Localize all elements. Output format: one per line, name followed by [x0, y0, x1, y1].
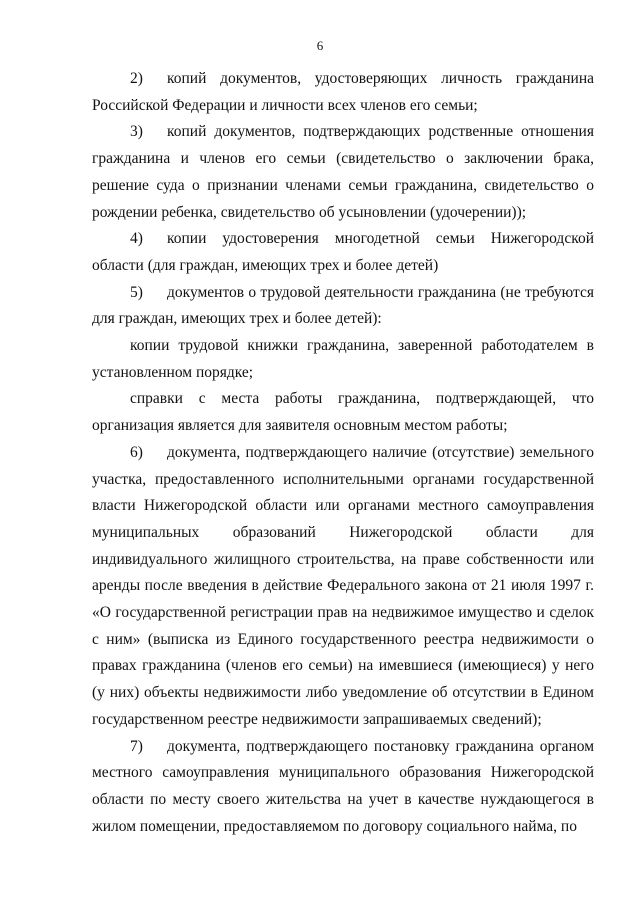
item-number: 7): [130, 737, 143, 755]
item-text: документа, подтверждающего постановку гражданина органом местного самоуправления муниципального образования Нижегородской области по месту своего жительства на учет в качестве нуждающегося в жилом помещении, предоставляемом по договору социального найма, по: [92, 737, 594, 835]
list-item-3: [92, 119, 594, 226]
document-body: [92, 66, 594, 840]
item-text: документа, подтверждающего наличие (отсутствие) земельного участка, предоставленного исполнительными органами государственной власти Нижегородской области или органами местного самоуправления муниципальных образований Нижегородской области для индивидуального жилищного строительства, на праве собственности или аренды после введения в действие Федерального закона от 21 июля 1997 г. «О государственной регистрации прав на недвижимое имущество и сделок с ним» (выписка из Единого государственного реестра недвижимости о правах гражданина (членов его семьи) на имевшиеся (имеющиеся) у него (у них) объекты недвижимости либо уведомление об отсутствии в Едином государственном реестре недвижимости запрашиваемых сведений);: [92, 443, 594, 728]
list-item-6: [92, 440, 594, 734]
item-text: копии трудовой книжки гражданина, заверенной работодателем в установленном порядке;: [92, 337, 594, 381]
sub-item-work-book: [92, 333, 594, 386]
item-number: 3): [130, 123, 143, 141]
item-number: 5): [130, 283, 143, 301]
list-item-4: [92, 226, 594, 279]
item-text: копий документов, удостоверяющих личность гражданина Российской Федерации и личности всех членов его семьи;: [92, 70, 594, 114]
list-item-7: [92, 734, 594, 841]
list-item-5: [92, 280, 594, 333]
item-text: документов о трудовой деятельности гражданина (не требуются для граждан, имеющих трех и более детей):: [92, 283, 594, 328]
page-number: 6: [316, 38, 324, 53]
list-item-2: [92, 66, 594, 119]
item-text: справки с места работы гражданина, подтверждающей, что организация является для заявителя основным местом работы;: [92, 390, 594, 435]
item-number: 4): [130, 230, 143, 248]
sub-item-employer-certificate: [92, 386, 594, 439]
item-text: копий документов, подтверждающих родственные отношения гражданина и членов его семьи (свидетельство о заключении брака, решение суда о признании членами семьи гражданина, свидетельство о рождении ребенка, свидетельство об усыновлении (удочерении));: [92, 123, 594, 221]
item-text: копии удостоверения многодетной семьи Нижегородской области (для граждан, имеющих трех и более детей): [92, 230, 594, 274]
item-number: 2): [130, 70, 143, 87]
item-number: 6): [130, 443, 143, 461]
